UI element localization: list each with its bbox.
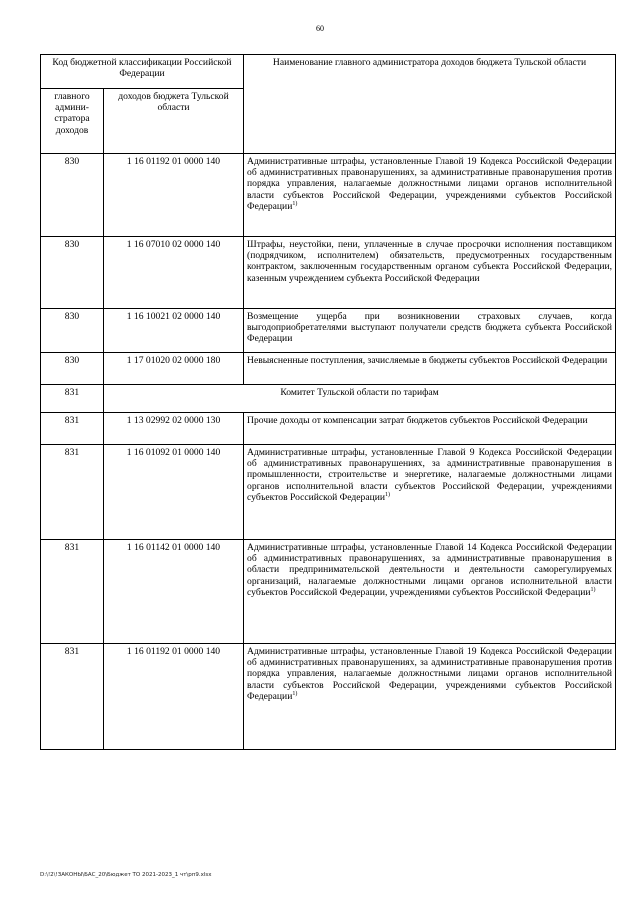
- revenue-name-cell: [244, 237, 616, 309]
- revenue-name-text: Штрафы, неустойки, пени, уплаченные в случае просрочки исполнения поставщиком (подрядчиком, исполнителем) обязательств, предусмотренных государственным контрактом, заключенным государственным органом субъекта Российской Федерации, казенным учреждением субъекта Российской Федерации: [247, 239, 613, 284]
- revenue-name-cell: [244, 540, 616, 644]
- admin-code-cell: 831: [41, 644, 104, 750]
- file-path-footer: D:\!2\!ЗАКОНЫ\БАС_20\Бюджет ТО 2021-2023_1 чт\рп9.xlsx: [40, 872, 212, 878]
- admin-code-cell: 831: [41, 445, 104, 540]
- table-row: [41, 413, 616, 445]
- table-row: [41, 237, 616, 309]
- budget-code-cell: 1 16 01092 01 0000 140: [104, 445, 244, 540]
- admin-code-cell: 830: [41, 154, 104, 237]
- section-title: Комитет Тульской области по тарифам: [104, 385, 616, 413]
- budget-code-cell: 1 16 01192 01 0000 140: [104, 644, 244, 750]
- admin-code-cell: 831: [41, 540, 104, 644]
- table-row: [41, 154, 616, 237]
- header-income-column: доходов бюджета Тульской области: [104, 89, 244, 154]
- revenue-name-cell: [244, 644, 616, 750]
- revenue-name-text: Административные штрафы, установленные Главой 9 Кодекса Российской Федерации об административных правонарушениях, за административные правонарушения в промышленности, строительстве и энергетике, налагаемые должностными лицами органов исполнительной власти субъектов Российской Федерации, учреждениями субъектов Российской Федерации: [247, 447, 613, 503]
- table-row: [41, 353, 616, 385]
- revenue-name-cell: [244, 413, 616, 445]
- admin-code-cell: 831: [41, 413, 104, 445]
- budget-code-cell: 1 13 02992 02 0000 130: [104, 413, 244, 445]
- admin-code-cell: 830: [41, 309, 104, 353]
- budget-code-cell: 1 16 10021 02 0000 140: [104, 309, 244, 353]
- revenue-name-text: Административные штрафы, установленные Главой 14 Кодекса Российской Федерации об административных правонарушениях, за административные правонарушения в области предпринимательской деятельности и деятельности саморегулируемых организаций, налагаемые должностными лицами органов исполнительной власти субъектов Российской Федерации, учреждениями субъектов Российской Федерации: [247, 542, 613, 598]
- revenue-name-cell: [244, 445, 616, 540]
- revenue-name-text: Возмещение ущерба при возникновении страховых случаев, когда выгодоприобретателями выступают получатели средств бюджета субъекта Российской Федерации: [247, 311, 613, 345]
- table-row: [41, 309, 616, 353]
- revenue-name-text: Невыясненные поступления, зачисляемые в бюджеты субъектов Российской Федерации: [247, 355, 608, 366]
- page-number: 60: [316, 24, 324, 33]
- budget-code-cell: 1 16 01192 01 0000 140: [104, 154, 244, 237]
- revenue-administrators-table: [40, 54, 616, 750]
- admin-code-cell: 831: [41, 385, 104, 413]
- footnote-mark: 1): [385, 491, 390, 498]
- footnote-mark: 1): [590, 586, 596, 593]
- table-row: [41, 445, 616, 540]
- header-name-column: Наименование главного администратора доходов бюджета Тульской области: [244, 55, 616, 154]
- table-row: [41, 540, 616, 644]
- admin-code-cell: 830: [41, 353, 104, 385]
- footnote-mark: 1): [292, 690, 298, 697]
- budget-code-cell: 1 17 01020 02 0000 180: [104, 353, 244, 385]
- admin-code-cell: 830: [41, 237, 104, 309]
- revenue-name-cell: [244, 353, 616, 385]
- revenue-name-text: Прочие доходы от компенсации затрат бюджетов субъектов Российской Федерации: [247, 415, 588, 426]
- header-code-group: Код бюджетной классификации Российской Федерации: [41, 55, 244, 89]
- revenue-name-cell: [244, 154, 616, 237]
- budget-code-cell: 1 16 01142 01 0000 140: [104, 540, 244, 644]
- revenue-name-cell: [244, 309, 616, 353]
- budget-code-cell: 1 16 07010 02 0000 140: [104, 237, 244, 309]
- header-admin-column: главного админи-стратора доходов: [41, 89, 104, 154]
- table-header-row: [41, 55, 616, 89]
- table-row: [41, 644, 616, 750]
- revenue-name-text: Административные штрафы, установленные Главой 19 Кодекса Российской Федерации об административных правонарушениях, за административные правонарушения против порядка управления, налагаемые должностными лицами органов исполнительной власти субъектов Российской Федерации, учреждениями субъектов Российской Федерации: [247, 156, 613, 212]
- revenue-name-text: Административные штрафы, установленные Главой 19 Кодекса Российской Федерации об административных правонарушениях, за административные правонарушения против порядка управления, налагаемые должностными лицами органов исполнительной власти субъектов Российской Федерации, учреждениями субъектов Российской Федерации: [247, 646, 613, 702]
- section-header-row: [41, 385, 616, 413]
- footnote-mark: 1): [292, 200, 298, 207]
